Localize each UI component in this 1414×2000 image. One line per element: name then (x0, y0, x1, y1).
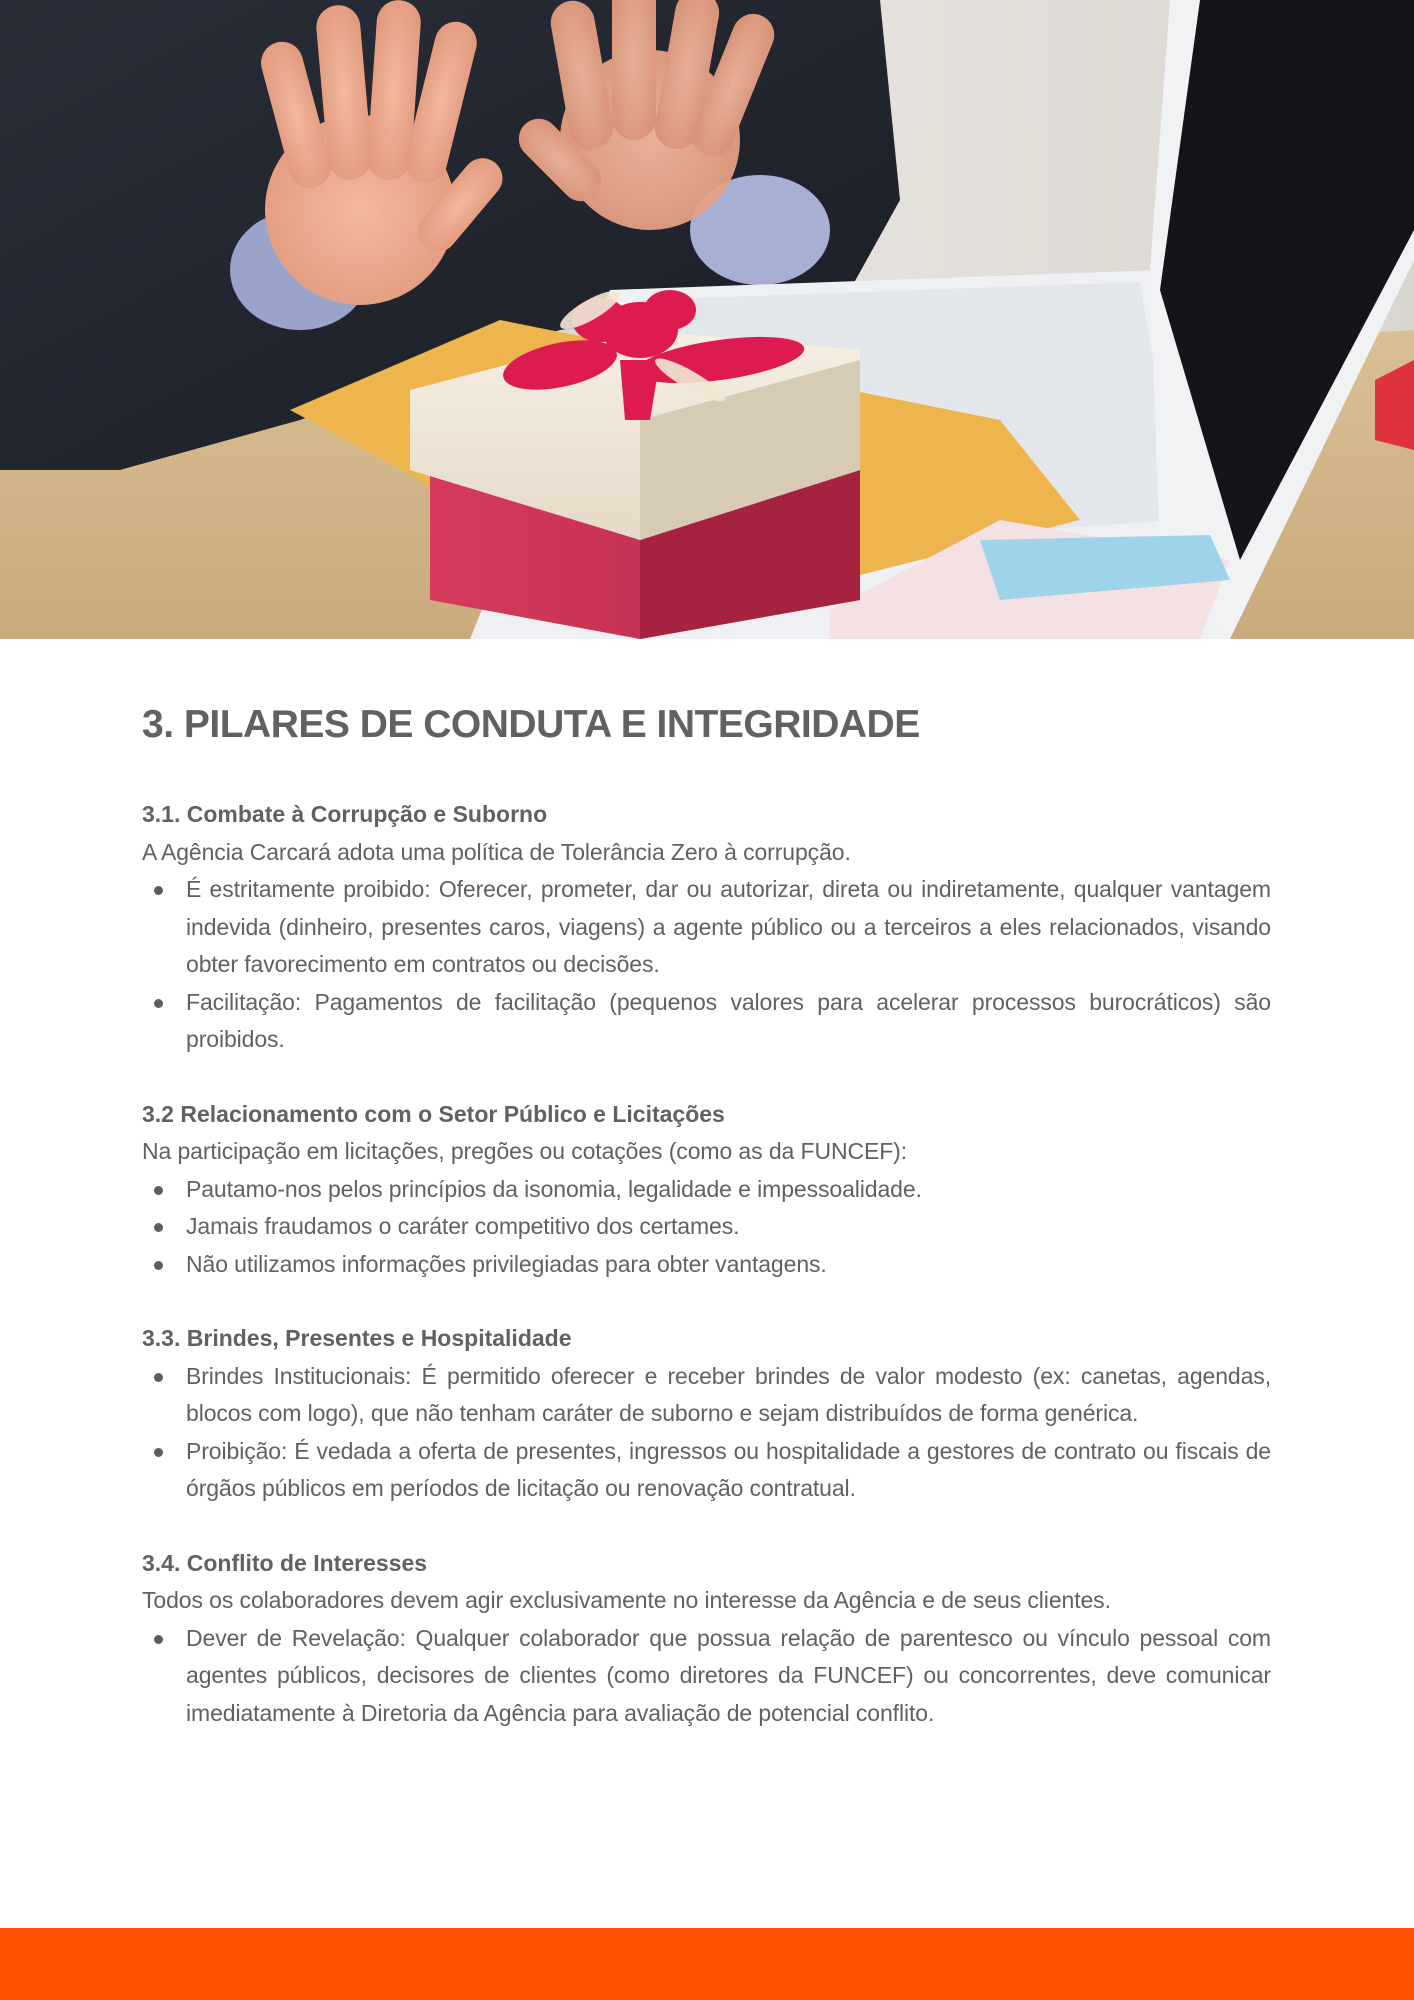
page-title: 3. PILARES DE CONDUTA E INTEGRIDADE (142, 703, 920, 746)
list-item (142, 871, 1271, 984)
section-intro: A Agência Carcará adota uma política de Tolerância Zero à corrupção. (142, 838, 851, 865)
bullet-icon (154, 1261, 163, 1270)
list-item-text: Jamais fraudamos o caráter competitivo dos certames. (186, 1213, 740, 1239)
gift-refusal-photo-icon (0, 0, 1414, 639)
list-item-text: Brindes Institucionais: É permitido oferecer e receber brindes de valor modesto (ex: canetas, agendas, blocos com logo), que não tenham caráter de suborno e sejam distribuídos de forma genérica. (186, 1362, 1271, 1426)
bullet-icon (154, 1373, 163, 1382)
bullet-list (142, 1620, 1271, 1733)
bullet-list (142, 1171, 1271, 1284)
list-item (142, 1433, 1271, 1508)
list-item (142, 1358, 1271, 1433)
list-item (142, 1171, 1271, 1209)
bullet-list (142, 1358, 1271, 1508)
section-gifts (142, 1320, 1271, 1508)
hero-photo (0, 0, 1414, 639)
bullet-icon (154, 1635, 163, 1644)
section-heading: 3.2 Relacionamento com o Setor Público e Licitações (142, 1100, 725, 1127)
list-item (142, 1620, 1271, 1733)
section-public-sector (142, 1096, 1271, 1284)
bullet-icon (154, 1223, 163, 1232)
list-item-text: Facilitação: Pagamentos de facilitação (pequenos valores para acelerar processos burocráticos) são proibidos. (186, 988, 1271, 1052)
bullet-icon (154, 886, 163, 895)
list-item-text: É estritamente proibido: Oferecer, prometer, dar ou autorizar, direta ou indiretamente, qualquer vantagem indevida (dinheiro, presentes caros, viagens) a agente público ou a terceiros a eles relacionados, visando obter favorecimento em contratos ou decisões. (186, 876, 1271, 977)
bullet-icon (154, 1186, 163, 1195)
list-item-text: Pautamo-nos pelos princípios da isonomia, legalidade e impessoalidade. (186, 1175, 922, 1202)
list-item-text: Dever de Revelação: Qualquer colaborador que possua relação de parentesco ou vínculo pessoal com agentes públicos, decisores de clientes (como diretores da FUNCEF) ou concorrentes, deve comunicar imediatamente à Diretoria da Agência para avaliação de potencial conflito. (186, 1624, 1271, 1726)
section-heading: 3.1. Combate à Corrupção e Suborno (142, 801, 548, 827)
section-heading: 3.4. Conflito de Interesses (142, 1549, 428, 1576)
section-heading: 3.3. Brindes, Presentes e Hospitalidade (142, 1325, 572, 1351)
section-corruption (142, 796, 1271, 1059)
list-item-text: Não utilizamos informações privilegiadas para obter vantagens. (186, 1250, 827, 1277)
list-item (142, 1208, 1271, 1246)
bullet-list (142, 871, 1271, 1059)
list-item (142, 984, 1271, 1059)
list-item (142, 1246, 1271, 1284)
section-intro: Na participação em licitações, pregões ou cotações (como as da FUNCEF): (142, 1138, 908, 1164)
footer-accent-bar (0, 1928, 1414, 2000)
section-intro: Todos os colaboradores devem agir exclusivamente no interesse da Agência e de seus clientes. (142, 1587, 1111, 1613)
bullet-icon (154, 1448, 163, 1457)
section-conflict-of-interest (142, 1545, 1271, 1733)
document-body (142, 700, 1271, 1769)
list-item-text: Proibição: É vedada a oferta de presentes, ingressos ou hospitalidade a gestores de contrato ou fiscais de órgãos públicos em períodos de licitação ou renovação contratual. (186, 1437, 1271, 1501)
bullet-icon (154, 999, 163, 1008)
